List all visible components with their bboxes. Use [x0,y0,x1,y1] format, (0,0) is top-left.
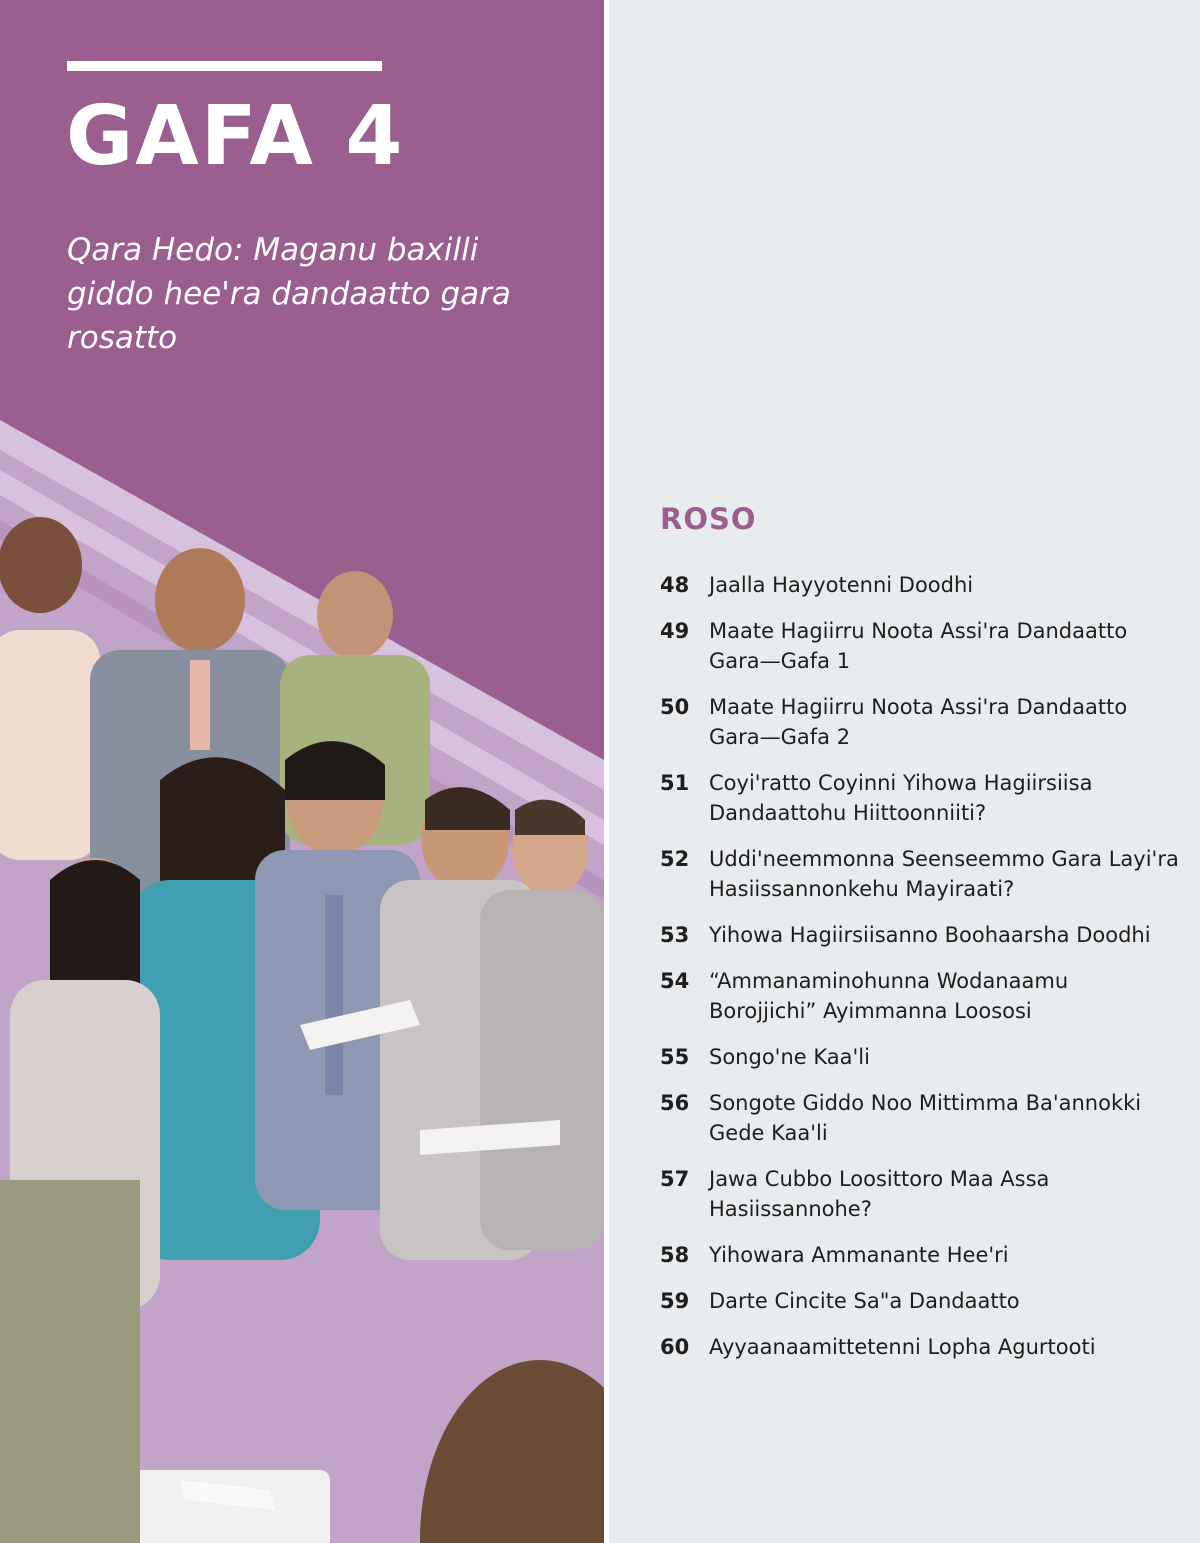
toc-item-title: Yihowara Ammanante Hee'ri [709,1243,1009,1267]
toc-item-number: 56 [660,1091,690,1115]
toc-item-title: “Ammanaminohunna Wodanaamu Borojjichi” Ayimmanna Loososi [709,969,1069,1023]
toc-item-title: Ayyaanaamittetenni Lopha Agurtooti [709,1335,1096,1359]
toc-item-title: Jawa Cubbo Loosittoro Maa Assa Hasiissannohe? [709,1167,1050,1221]
congregation-meeting-illustration [0,400,604,1543]
toc-item[interactable] [660,920,1180,950]
toc-list [660,570,1180,1378]
toc-item[interactable] [660,1164,1180,1224]
toc-item-number: 55 [660,1045,690,1069]
toc-item-title: Uddi'neemmonna Seenseemmo Gara Layi'ra Hasiissannonkehu Mayiraati? [709,847,1179,901]
toc-item-number: 52 [660,847,690,871]
chapter-subtitle: Qara Hedo: Maganu baxilli giddo hee'ra dandaatto gara rosatto [67,232,511,356]
toc-item-title: Yihowa Hagiirsiisanno Boohaarsha Doodhi [709,923,1151,947]
toc-item[interactable] [660,1042,1180,1072]
toc-item-number: 49 [660,619,690,643]
toc-item-number: 59 [660,1289,690,1313]
toc-item-number: 60 [660,1335,690,1359]
toc-item-number: 57 [660,1167,690,1191]
toc-item-number: 58 [660,1243,690,1267]
toc-item-title: Songo'ne Kaa'li [709,1045,870,1069]
toc-item[interactable] [660,616,1180,676]
toc-item-title: Songote Giddo Noo Mittimma Ba'annokki Gede Kaa'li [709,1091,1142,1145]
toc-item[interactable] [660,1088,1180,1148]
toc-item[interactable] [660,1240,1180,1270]
toc-item-number: 50 [660,695,690,719]
toc-item-title: Coyi'ratto Coyinni Yihowa Hagiirsiisa Dandaattohu Hiittoonniiti? [709,771,1093,825]
toc-item-number: 48 [660,573,690,597]
toc-item-number: 51 [660,771,690,795]
toc-item-title: Maate Hagiirru Noota Assi'ra Dandaatto Gara—Gafa 1 [709,619,1128,673]
toc-item[interactable] [660,768,1180,828]
toc-item[interactable] [660,692,1180,752]
toc-item[interactable] [660,1332,1180,1362]
title-rule [67,61,382,71]
chapter-title: GAFA 4 [66,89,405,184]
toc-heading: ROSO [660,502,757,536]
toc-item[interactable] [660,844,1180,904]
toc-item[interactable] [660,966,1180,1026]
toc-item-number: 53 [660,923,690,947]
toc-item-title: Darte Cincite Sa"a Dandaatto [709,1289,1020,1313]
toc-item-number: 54 [660,969,690,993]
toc-item[interactable] [660,1286,1180,1316]
toc-item[interactable] [660,570,1180,600]
toc-item-title: Maate Hagiirru Noota Assi'ra Dandaatto Gara—Gafa 2 [709,695,1128,749]
toc-item-title: Jaalla Hayyotenni Doodhi [709,573,974,597]
